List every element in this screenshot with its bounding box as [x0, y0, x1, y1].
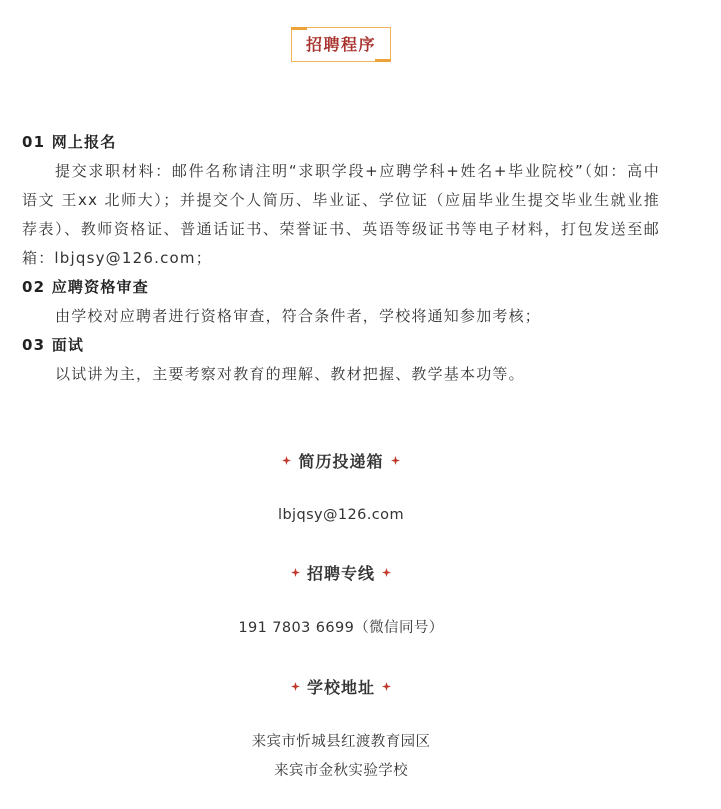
star-ornament-icon: [391, 456, 400, 465]
school-name-line: 来宾市金秋实验学校: [273, 763, 409, 779]
star-ornament-icon: [382, 682, 391, 691]
hotline-heading: [22, 558, 660, 587]
step-number: 01: [22, 133, 46, 151]
step-online-application: [22, 128, 660, 273]
school-address-line: 来宾市忻城县红渡教育园区: [251, 734, 431, 750]
step-title: 应聘资格审查: [51, 278, 149, 296]
step-description: 以试讲为主，主要考察对教育的理解、教材把握、教学基本功等。: [55, 365, 525, 383]
badge-corner-accent: [375, 59, 391, 62]
step-interview: [22, 331, 660, 389]
star-ornament-icon: [291, 568, 300, 577]
star-ornament-icon: [282, 456, 291, 465]
step-heading: [22, 273, 660, 302]
star-ornament-icon: [382, 568, 391, 577]
section-title-badge: [291, 27, 391, 62]
resume-email: lbjqsy@126.com: [278, 507, 404, 523]
resume-mailbox-heading: [22, 446, 660, 475]
school-address-label: 学校地址: [306, 678, 375, 697]
step-number: 02: [22, 278, 46, 296]
section-title: 招聘程序: [305, 34, 376, 54]
hotline-phone: 191 7803 6699（微信同号）: [238, 620, 444, 636]
badge-corner-accent: [291, 27, 307, 30]
hotline-label: 招聘专线: [306, 564, 375, 583]
school-address-heading: [22, 672, 660, 701]
step-title: 网上报名: [51, 133, 117, 151]
step-heading: [22, 331, 660, 360]
recruitment-procedure: [22, 128, 660, 389]
star-ornament-icon: [291, 682, 300, 691]
step-description: 由学校对应聘者进行资格审查，符合条件者，学校将通知参加考核；: [55, 307, 542, 325]
resume-mailbox-label: 简历投递箱: [298, 452, 384, 471]
step-qualification-review: [22, 273, 660, 331]
step-description: 提交求职材料：邮件名称请注明“求职学段+应聘学科+姓名+毕业院校”（如：高中 语文 王xx 北师大）；并提交个人简历、毕业证、学位证（应届毕业生提交毕业生就业推荐表）、教师资格证、普通话证书、荣誉证书、英语等级证书等电子材料，打包发送至邮箱：lbjqsy@126.com；: [22, 162, 660, 267]
step-heading: [22, 128, 660, 157]
step-number: 03: [22, 336, 46, 354]
step-title: 面试: [51, 336, 85, 354]
